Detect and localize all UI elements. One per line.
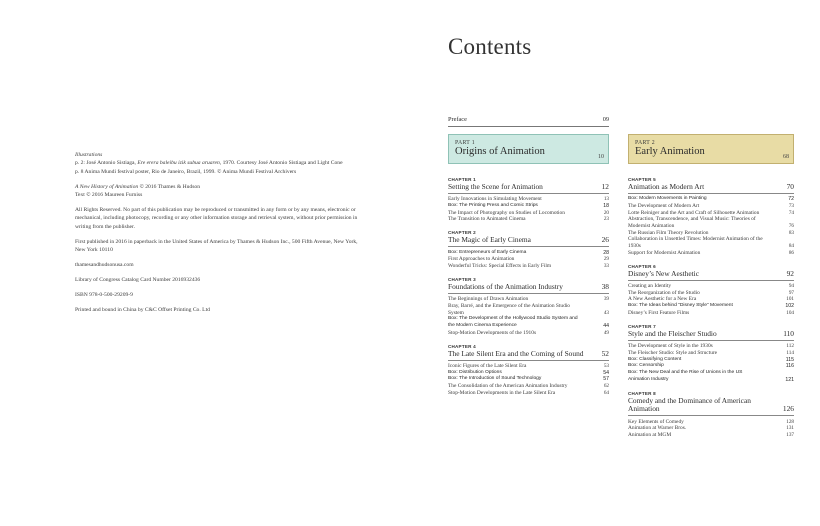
entry-title: The Fleischer Studio: Style and Structure (628, 349, 718, 356)
entry-page: 33 (603, 262, 609, 269)
entry-title: Box: Modern Movements in Painting (628, 196, 707, 202)
toc-entry (628, 303, 794, 310)
chapter-label: CHAPTER 5 (628, 177, 656, 182)
part-1-label: PART 1 (455, 140, 475, 146)
entry-page: 114 (786, 349, 794, 356)
part-2-label: PART 2 (635, 140, 655, 146)
toc-entry (628, 203, 794, 210)
entry-title: Wonderful Tricks: Special Effects in Early Film (448, 262, 552, 269)
toc-entry (628, 283, 794, 290)
entry-page: 101 (786, 296, 794, 303)
entry-page: 29 (603, 256, 609, 263)
toc-entry (448, 263, 609, 270)
entry-page: 137 (786, 431, 794, 438)
entry-page: 115 (785, 356, 794, 363)
chapter-title-row (448, 283, 609, 294)
entry-title: Animation at MGM (628, 431, 672, 438)
chapter-title-row (628, 183, 794, 194)
entry-title: The Development of Modern Art (628, 202, 700, 209)
entry-page: 94 (788, 283, 794, 290)
printed-info: Printed and bound in China by C&C Offset Printing Co. Ltd (75, 306, 210, 313)
illustration-credit-2: p. 8 Anima Mundi festival poster, Rio de Janeiro, Brazil, 1999. © Anima Mundi Festival Archivers (75, 168, 297, 175)
entry-page: 39 (603, 296, 609, 303)
chapter-title: Disney’s New Aesthetic (628, 268, 700, 278)
entry-page: 97 (788, 289, 794, 296)
entry-page: 73 (788, 202, 794, 209)
loc-number: Library of Congress Catalog Card Number 2016932436 (75, 276, 201, 283)
entry-title: Support for Modernist Animation (628, 249, 701, 256)
chapter-title-row (628, 397, 794, 416)
entry-page: 23 (603, 216, 609, 223)
toc-entry (628, 363, 794, 370)
chapter-title: Comedy and the Dominance of American Animation (628, 395, 751, 414)
part-2-page: 68 (783, 154, 789, 160)
entry-title: Stop-Motion Developments of the 1910s (448, 329, 537, 336)
chapter-7 (628, 324, 794, 383)
toc-entry (448, 383, 609, 390)
entry-title: Box: The Printing Press and Comic Strips (448, 202, 538, 208)
entry-title: Box: Entrepreneurs of Early Cinema (448, 249, 527, 255)
entry-page: 86 (788, 249, 794, 256)
chapter-label: CHAPTER 4 (448, 343, 476, 349)
entry-title: Animation at Warner Bros. (628, 425, 687, 432)
entry-page: 43 (603, 309, 609, 316)
part-1-box (448, 134, 609, 164)
chapter-title-row (448, 350, 609, 361)
preface-label: Preface (448, 116, 467, 123)
preface-page: 09 (602, 116, 609, 123)
entry-title: Box: The New Deal and the Rise of Unions in the US Animation Industry (628, 369, 743, 382)
entry-page: 74 (788, 209, 794, 216)
entry-page: 116 (785, 363, 794, 370)
toc-column-part-2 (628, 177, 794, 446)
chapter-title-row (628, 270, 794, 281)
toc-entry (628, 310, 794, 317)
chapter-label: CHAPTER 2 (448, 230, 476, 236)
part-2-box (628, 134, 794, 164)
entry-title: The Russian Film Theory Revolution (628, 229, 709, 236)
chapter-page: 26 (601, 235, 609, 245)
entry-page: 102 (785, 303, 794, 310)
toc-entry (628, 236, 794, 249)
part-2-title: Early Animation (635, 146, 705, 157)
entry-title: Bray, Barré, and the Emergence of the Animation Studio System (448, 302, 571, 316)
toc-entry (628, 370, 794, 383)
chapter-label: CHAPTER 8 (628, 390, 656, 396)
illustration-credit-1-title: Ere erera baleibu izik subua aruaren (137, 160, 220, 167)
illustrations-credits (75, 151, 365, 176)
entry-page: 72 (788, 196, 794, 203)
toc-entry (448, 330, 609, 337)
entry-title: Stop-Motion Developments in the Late Silent Era (448, 389, 556, 396)
entry-page: 13 (603, 196, 609, 203)
entry-page: 57 (603, 376, 609, 383)
entry-title: Key Elements of Comedy (628, 418, 684, 425)
entry-title: The Beginnings of Drawn Animation (448, 296, 529, 303)
entry-page: 64 (603, 389, 609, 396)
entry-title: Box: Distribution Options (448, 369, 502, 375)
entry-title: A New Aesthetic for a New Era (628, 296, 697, 303)
illustrations-heading: Illustrations (75, 152, 103, 158)
chapter-label: CHAPTER 3 (448, 277, 476, 283)
chapter-page: 38 (601, 282, 609, 292)
chapter-page: 126 (782, 404, 794, 414)
chapter-6 (628, 264, 794, 317)
chapter-8 (628, 391, 794, 439)
toc-column-part-1 (448, 177, 609, 404)
entry-title: Abstraction, Transcendence, and Visual Music: Theories of Modernist Animation (628, 216, 756, 229)
entry-page: 121 (785, 376, 794, 383)
entry-page: 28 (603, 249, 609, 256)
entry-page: 76 (788, 222, 794, 229)
entry-title: Collaboration in Unsettled Times: Modernist Animation of the 1930s (628, 236, 763, 250)
illustration-credit-1a: p. 2: José Antonio Sistiaga, (75, 160, 138, 167)
toc-entry (448, 216, 609, 223)
entry-title: The Development of Style in the 1930s (628, 343, 713, 350)
illustration-credit-1c: , 1970. Courtesy José Antonio Sistiaga and Light Cone (219, 160, 343, 167)
chapter-title-row (448, 236, 609, 247)
book-title: A New History of Animation (75, 183, 139, 190)
chapter-title: The Magic of Early Cinema (448, 235, 531, 245)
chapter-1 (448, 177, 609, 223)
entry-title: The Reorganization of the Studio (628, 289, 700, 296)
toc-entry (448, 256, 609, 263)
entry-title: The Consolidation of the American Animation Industry (448, 383, 568, 390)
chapter-title-row (448, 183, 609, 194)
chapter-page: 92 (786, 268, 794, 278)
entry-page: 53 (603, 363, 609, 370)
toc-entry (448, 303, 609, 316)
chapter-page: 110 (783, 329, 794, 339)
entry-page: 104 (786, 309, 794, 316)
entry-page: 84 (788, 243, 794, 250)
copyright-block (75, 183, 365, 200)
toc-entry (628, 196, 794, 203)
entry-page: 18 (603, 202, 609, 209)
chapter-page: 70 (786, 182, 794, 191)
toc-entry (448, 296, 609, 303)
entry-title: Creating an Identity (628, 283, 672, 290)
copyright-line: © 2016 Thames & Hudson (138, 183, 200, 190)
entry-page: 83 (788, 229, 794, 236)
chapter-5 (628, 177, 794, 256)
toc-entry (448, 250, 609, 257)
toc-entry (628, 350, 794, 357)
toc-entry (448, 316, 609, 329)
chapter-title: Foundations of the Animation Industry (448, 282, 563, 292)
entry-page: 54 (603, 369, 609, 376)
entry-title: First Approaches to Animation (448, 256, 515, 263)
chapter-2 (448, 230, 609, 269)
toc-entry (628, 343, 794, 350)
chapter-4 (448, 344, 609, 397)
toc-entry (448, 196, 609, 203)
entry-page: 44 (603, 323, 609, 330)
entry-title: Box: The Introduction of Sound Technology (448, 376, 542, 382)
chapter-label: CHAPTER 7 (628, 324, 656, 330)
entry-title: Box: The Ideas behind “Disney Style” Movement (628, 303, 733, 309)
toc-entry (628, 216, 794, 229)
part-1-title: Origins of Animation (455, 146, 545, 157)
chapter-title-row (628, 330, 794, 341)
toc-entry (628, 250, 794, 257)
entry-title: Iconic Figures of the Late Silent Era (448, 363, 527, 370)
chapter-title: Setting the Scene for Animation (448, 182, 543, 191)
entry-page: 112 (786, 343, 794, 350)
toc-entry (448, 203, 609, 210)
toc-preface (448, 116, 609, 123)
entry-page: 49 (603, 329, 609, 336)
entry-page: 128 (786, 418, 794, 425)
chapter-label: CHAPTER 1 (448, 177, 476, 182)
chapter-page: 52 (601, 348, 609, 358)
entry-title: The Impact of Photography on Studies of Locomotion (448, 209, 565, 216)
toc-entry (448, 363, 609, 370)
contents-title: Contents (448, 34, 532, 59)
entry-page: 62 (603, 383, 609, 390)
toc-entry (448, 390, 609, 397)
divider (448, 126, 609, 127)
website: thamesandhudsonusa.com (75, 262, 134, 269)
toc-entry (628, 425, 794, 432)
entry-title: Box: Classifying Content (628, 356, 682, 362)
rights-notice: All Rights Reserved. No part of this publication may be reproduced or transmitted in any form or by any means, electronic or mechanical, including photocopy, recording or any other information storage and retrieval system, without prior permission in writing from the publisher. (75, 207, 358, 230)
entry-title: Lotte Reiniger and the Art and Craft of Silhouette Animation (628, 209, 760, 216)
chapter-page: 12 (601, 182, 609, 191)
publication-info: First published in 2016 in paperback in the United States of America by Thames & Hudson Inc., 500 Fifth Avenue, New York, New York 10110 (75, 238, 358, 254)
entry-page: 20 (603, 209, 609, 216)
chapter-title: Animation as Modern Art (628, 182, 705, 191)
toc-entry (628, 432, 794, 439)
entry-title: Disney’s First Feature Films (628, 309, 690, 316)
chapter-title: Style and the Fleischer Studio (628, 329, 717, 339)
entry-page: 131 (786, 425, 794, 432)
toc-entry (628, 419, 794, 426)
isbn: ISBN 978-0-500-29209-9 (75, 291, 133, 298)
entry-title: The Transition to Animated Cinema (448, 216, 526, 223)
entry-title: Early Innovations in Simulating Movement (448, 196, 542, 203)
text-copyright: Text © 2016 Maureen Furniss (75, 192, 143, 199)
chapter-3 (448, 277, 609, 336)
part-1-page: 10 (598, 154, 604, 160)
toc-entry (448, 210, 609, 217)
entry-title: Box: Censorship (628, 363, 664, 369)
chapter-title: The Late Silent Era and the Coming of Sound (448, 348, 584, 358)
chapter-label: CHAPTER 6 (628, 263, 656, 269)
entry-title: Box: The Development of the Hollywood Studio System and the Modern Cinema Experience (448, 316, 578, 329)
imprint-page (75, 151, 365, 321)
